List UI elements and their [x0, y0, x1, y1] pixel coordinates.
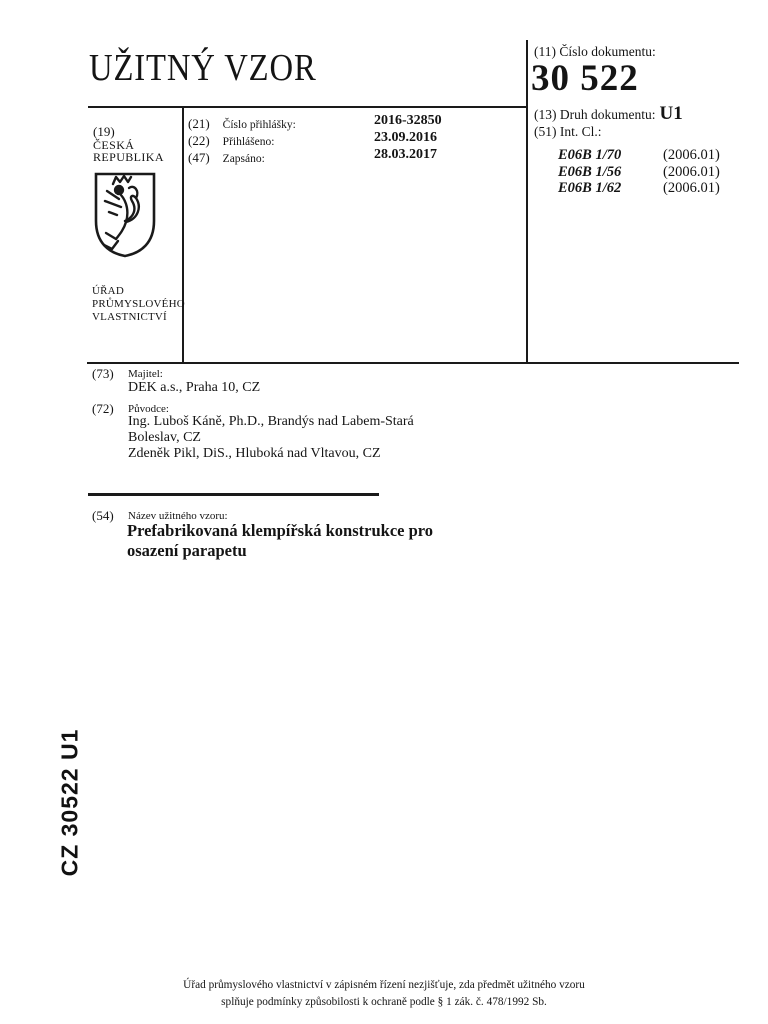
office-name [92, 285, 185, 323]
int-cl-code: E06B 1/70 [558, 147, 622, 163]
int-cl-version: (2006.01) [663, 147, 720, 163]
inventor-line: Zdeněk Pikl, DiS., Hluboká nad Vltavou, CZ [128, 445, 381, 461]
divider-right-column [526, 40, 528, 364]
doc-number-label: (11) Číslo dokumentu: [534, 44, 656, 59]
inid-54: (54) [92, 508, 114, 523]
inventor-line: Boleslav, CZ [128, 429, 201, 445]
owner-label: Majitel: [128, 368, 163, 380]
inid-73: (73) [92, 366, 114, 381]
int-cl-version: (2006.01) [663, 180, 720, 196]
int-cl-code: E06B 1/62 [558, 180, 622, 196]
doc-kind-label: (13) Druh dokumentu: [534, 107, 656, 122]
utility-model-title [127, 521, 433, 560]
registration-date-label: Zapsáno: [222, 153, 265, 165]
application-number-row [188, 115, 528, 133]
filing-date-value: 23.09.2016 [374, 130, 437, 145]
office-name-line3: VLASTNICTVÍ [92, 310, 167, 323]
divider-full-width [87, 362, 739, 364]
application-number-label: Číslo přihlášky: [222, 119, 296, 131]
filing-date-row [188, 132, 528, 150]
owner-name: DEK a.s., Praha 10, CZ [128, 380, 261, 395]
int-cl-code: E06B 1/56 [558, 163, 622, 180]
inventor-line: Ing. Luboš Káně, Ph.D., Brandýs nad Labem-Stará [128, 414, 414, 429]
int-cl-entry [558, 147, 720, 164]
application-number-value: 2016-32850 [374, 113, 442, 128]
footer-disclaimer-line1: Úřad průmyslového vlastnictví v zápisném řízení nezjišťuje, zda předmět užitného vzoru [183, 979, 585, 991]
divider-middle-column [182, 107, 184, 364]
inid-47: (47) [188, 150, 210, 165]
footer-disclaimer [0, 977, 768, 1010]
page-title: UŽITNÝ VZOR [89, 47, 317, 89]
doc-number-value: 30 522 [531, 58, 639, 99]
doc-kind-value: U1 [659, 103, 683, 124]
footer-disclaimer-line2: splňuje podmínky způsobilosti k ochraně podle § 1 zák. č. 478/1992 Sb. [221, 995, 547, 1008]
int-cl-label: (51) Int. Cl.: [534, 124, 602, 139]
country-name-line2: REPUBLIKA [93, 150, 164, 164]
int-cl-list [558, 147, 720, 197]
divider-under-title [88, 106, 528, 108]
inventors-list [128, 414, 414, 461]
inid-72: (72) [92, 401, 114, 416]
publication-code-vertical: CZ 30522 U1 [56, 728, 83, 877]
office-name-line1: ÚŘAD [92, 285, 124, 297]
filing-date-label: Přihlášeno: [222, 136, 275, 148]
czech-coat-of-arms-icon [92, 171, 158, 259]
utility-model-title-line1: Prefabrikovaná klempířská konstrukce pro [127, 521, 434, 540]
int-cl-entry [558, 180, 720, 197]
office-name-line2: PRŮMYSLOVÉHO [92, 297, 185, 310]
int-cl-entry [558, 164, 720, 181]
registration-date-value: 28.03.2017 [374, 147, 437, 162]
inid-21: (21) [188, 116, 210, 131]
doc-kind-line [534, 103, 683, 125]
utility-model-title-line2: osazení parapetu [127, 540, 247, 560]
country-inid-code: (19) [93, 124, 115, 139]
registration-date-row [188, 149, 528, 167]
utility-model-title-label: Název užitného vzoru: [128, 510, 228, 522]
int-cl-version: (2006.01) [663, 163, 720, 180]
divider-above-title-section [88, 493, 379, 496]
inid-22: (22) [188, 133, 210, 148]
country-name-line1: ČESKÁ [93, 138, 135, 152]
inventors-label: Původce: [128, 403, 169, 415]
